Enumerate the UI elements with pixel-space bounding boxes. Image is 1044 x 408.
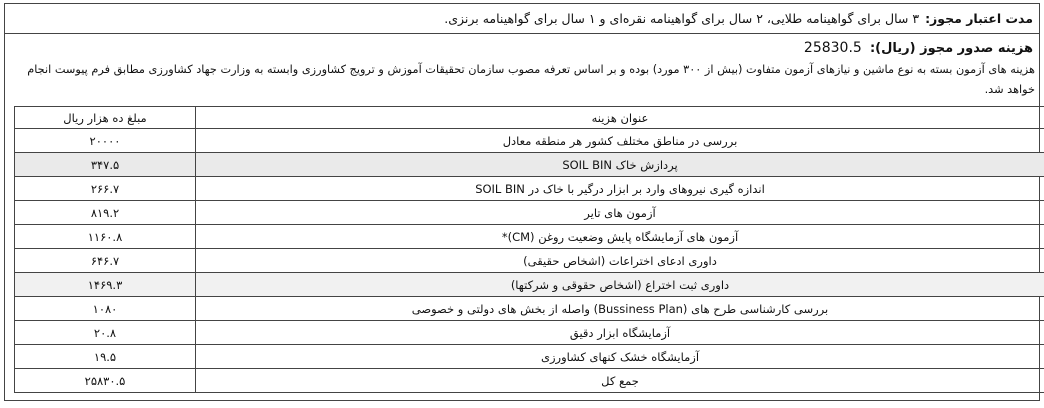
table-row-total (15, 369, 1044, 393)
row-title: بررسی در مناطق مختلف کشور هر منطقه معادل (196, 129, 1044, 153)
table-row (15, 321, 1044, 345)
row-amount: ۱۱۶۰.۸ (15, 225, 196, 249)
row-amount: ۱۰۸۰ (15, 297, 196, 321)
row-title: آزمون های آزمایشگاه پایش وضعیت روغن (CM)* (196, 225, 1044, 249)
table-row (15, 273, 1044, 297)
table-row (15, 249, 1044, 273)
row-title: داوری ادعای اختراعات (اشخاص حقیقی) (196, 249, 1044, 273)
fee-heading (5, 34, 1039, 56)
validity-text: ۳ سال برای گواهینامه طلایی، ۲ سال برای گواهینامه نقره‌ای و ۱ سال برای گواهینامه برنزی. (444, 11, 920, 26)
table-row (15, 153, 1044, 177)
row-title: اندازه گیری نیروهای وارد بر ابزار درگیر با خاک در SOIL BIN (196, 177, 1044, 201)
row-amount: ۲۰۰۰۰ (15, 129, 196, 153)
row-title: پردازش خاک SOIL BIN (196, 153, 1044, 177)
row-title: داوری ثبت اختراع (اشخاص حقوقی و شرکتها) (196, 273, 1044, 297)
row-title: آزمایشگاه ابزار دقیق (196, 321, 1044, 345)
row-amount: ۱۹.۵ (15, 345, 196, 369)
fee-amount: 25830.5 (803, 40, 862, 56)
table-row (15, 129, 1044, 153)
header-title: عنوان هزینه (196, 107, 1044, 129)
row-title: آزمایشگاه خشک کنهای کشاورزی (196, 345, 1044, 369)
total-amount: ۲۵۸۳۰.۵ (15, 369, 196, 393)
row-amount: ۲۶۶.۷ (15, 177, 196, 201)
fee-description: هزینه های آزمون بسته به نوع ماشین و نیازهای آزمون متفاوت (بیش از ۳۰۰ مورد) بوده و بر اساس تعرفه مصوب سازمان تحقیقات آموزش و ترویج کشاورزی وابسته به وزارت جهاد کشاورزی مطابق فرم پیوست انجام خواهد شد. (27, 63, 1035, 96)
validity-label: مدت اعتبار مجوز: (925, 11, 1033, 26)
row-title: آزمون های تایر (196, 201, 1044, 225)
row-amount: ۶۴۶.۷ (15, 249, 196, 273)
row-amount: ۸۱۹.۲ (15, 201, 196, 225)
fee-table (14, 106, 1044, 393)
table-row (15, 345, 1044, 369)
row-amount: ۱۴۶۹.۳ (15, 273, 196, 297)
table-row (15, 297, 1044, 321)
total-label: جمع کل (196, 369, 1044, 393)
table-row (15, 201, 1044, 225)
table-row (15, 177, 1044, 201)
header-amount: مبلغ ده هزار ریال (15, 107, 196, 129)
fee-label: هزینه صدور مجوز (ریال): (869, 41, 1033, 56)
table-header-row (15, 107, 1044, 129)
row-title: بررسی کارشناسی طرح های (Bussiness Plan) واصله از بخش های دولتی و خصوصی (196, 297, 1044, 321)
validity-row (5, 4, 1039, 34)
row-amount: ۲۰.۸ (15, 321, 196, 345)
row-amount: ۳۴۷.۵ (15, 153, 196, 177)
table-row (15, 225, 1044, 249)
